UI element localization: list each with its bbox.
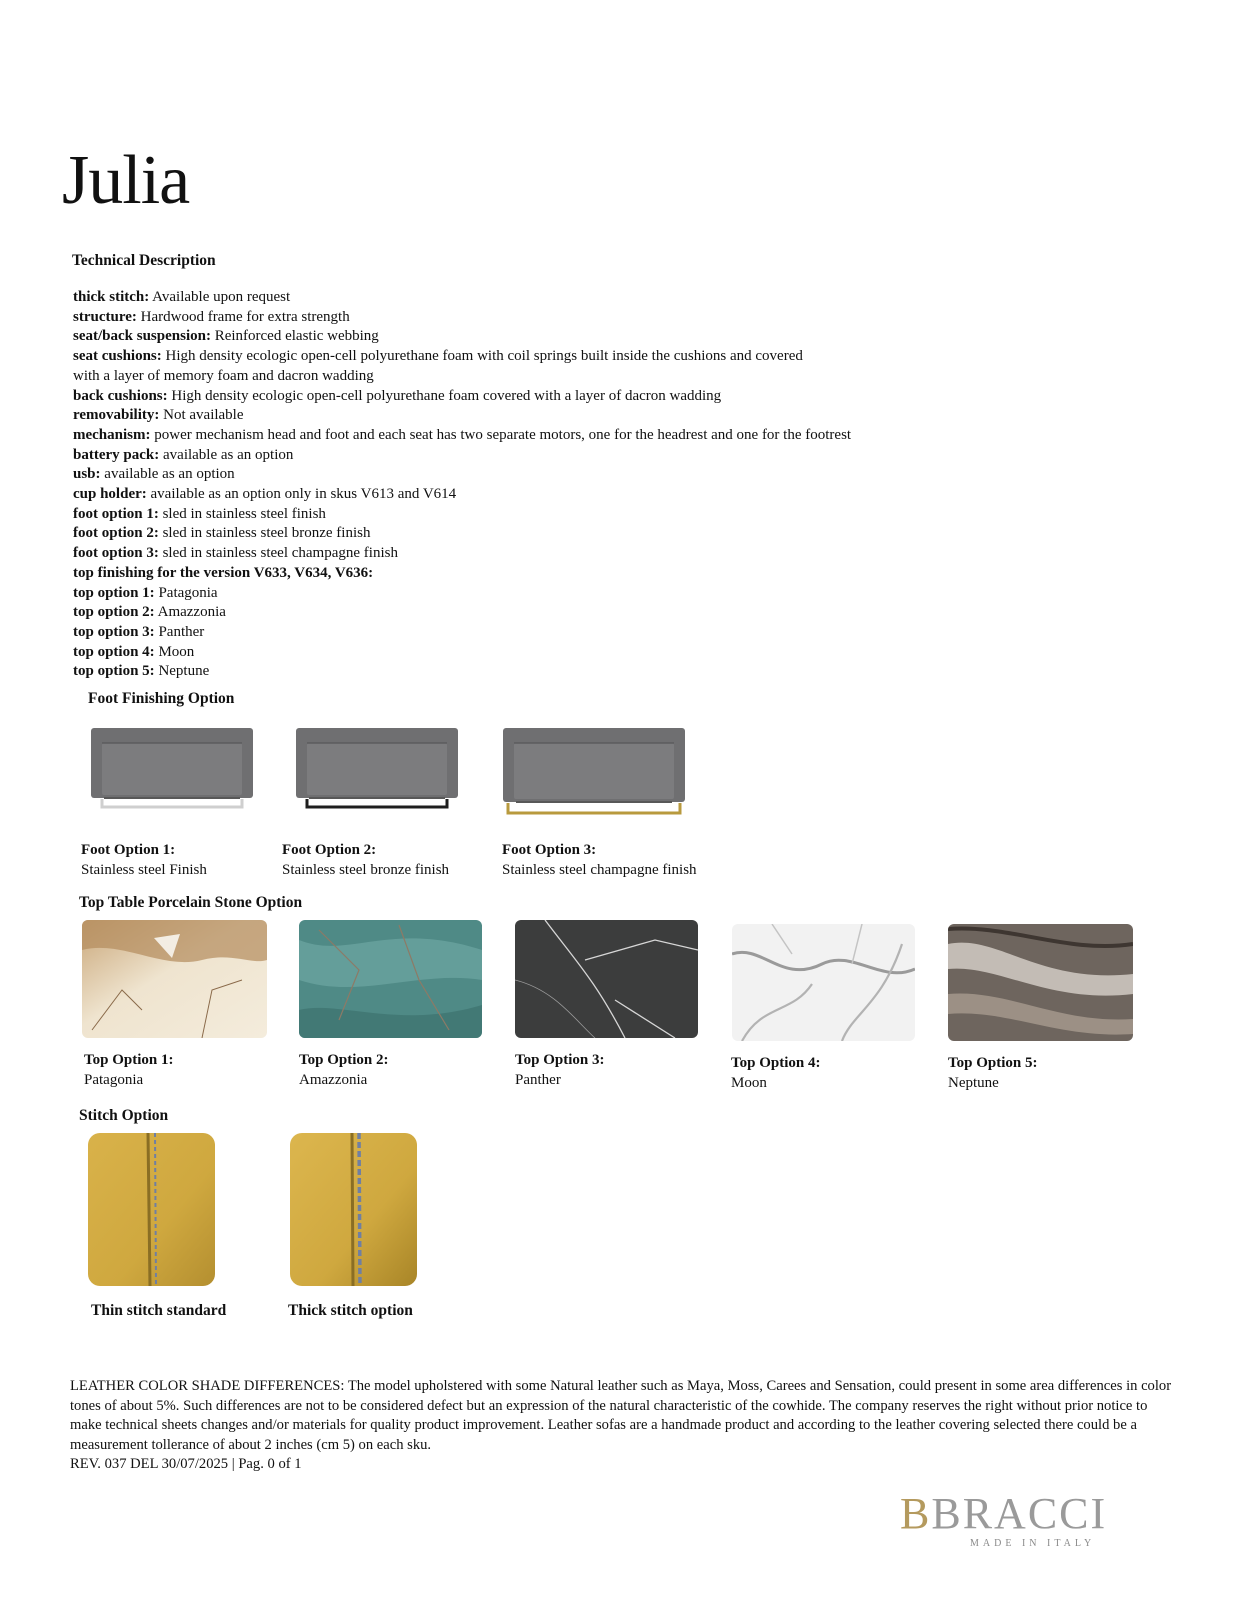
- logo-wordmark: [900, 1488, 1107, 1539]
- foot-option-1-caption: [81, 840, 207, 880]
- spec-label: cup holder:: [73, 486, 147, 503]
- logo-tagline: MADE IN ITALY: [970, 1538, 1096, 1549]
- spec-row: [73, 288, 1173, 308]
- spec-row: [73, 584, 1173, 604]
- top-option-desc: Patagonia: [84, 1072, 144, 1088]
- top-option-title: Top Option 1:: [84, 1052, 174, 1068]
- foot-finishing-heading: Foot Finishing Option: [88, 690, 235, 707]
- spec-row: [73, 623, 1173, 643]
- top-option-desc: Neptune: [948, 1075, 999, 1091]
- spec-value: High density ecologic open-cell polyurethane foam covered with a layer of dacron wadding: [167, 387, 722, 404]
- spec-label: back cushions:: [73, 387, 168, 404]
- foot-option-3-caption: [502, 840, 697, 880]
- top-option-1-swatch: [82, 920, 267, 1038]
- spec-value: with a layer of memory foam and dacron wadding: [73, 367, 374, 384]
- top-option-desc: Amazzonia: [299, 1072, 368, 1088]
- spec-label: foot option 1:: [73, 505, 159, 522]
- disclaimer-block: [70, 1377, 1180, 1475]
- top-option-desc: Moon: [731, 1075, 767, 1091]
- spec-row: [73, 643, 1173, 663]
- spec-label: top finishing for the version V633, V634, V636:: [73, 564, 374, 581]
- sled-foot: [508, 803, 680, 813]
- spec-label: foot option 3:: [73, 545, 159, 562]
- leather-disclaimer: LEATHER COLOR SHADE DIFFERENCES: The model upholstered with some Natural leather such as Maya, Moss, Carees and Sensation, could present in some area differences in color tones of about 5%. Such differences are not to be considered defect but an expression of the natural characteristic of the cowhide. The company reserves the right without prior notice to make technical sheets changes and/or materials for quality product improvement. Leather sofas are a handmade product and according to the leather covering selected there could be a measurement tollerance of about 2 inches (cm 5) on each sku.: [70, 1378, 1172, 1453]
- foot-option-2-image: [295, 727, 459, 818]
- foot-option-1-image: [90, 727, 254, 818]
- spec-value: Patagonia: [154, 584, 218, 601]
- top-option-4-caption: [731, 1053, 820, 1093]
- spec-row: [73, 446, 1173, 466]
- spec-label: seat cushions:: [73, 348, 162, 365]
- top-option-title: Top Option 3:: [515, 1052, 605, 1068]
- logo-word-rest: BRACCI: [931, 1489, 1108, 1538]
- foot-option-3-image: [502, 727, 686, 822]
- spec-row: [73, 367, 1173, 387]
- spec-label: top option 2:: [73, 604, 155, 621]
- spec-label: removability:: [73, 407, 160, 424]
- top-option-1-caption: [84, 1050, 173, 1090]
- page-title: Julia: [62, 142, 190, 219]
- spec-row: [73, 662, 1173, 682]
- spec-row: [73, 327, 1173, 347]
- foot-option-desc: Stainless steel Finish: [81, 862, 207, 878]
- top-option-5-caption: [948, 1053, 1037, 1093]
- top-option-2-caption: [299, 1050, 388, 1090]
- thick-stitch-label: Thick stitch option: [288, 1302, 413, 1319]
- spec-label: top option 5:: [73, 663, 155, 680]
- foot-option-title: Foot Option 2:: [282, 842, 377, 858]
- thin-stitch-label: Thin stitch standard: [91, 1302, 227, 1319]
- spec-value: Amazzonia: [154, 604, 226, 621]
- spec-value: available as an option: [100, 466, 235, 483]
- top-option-title: Top Option 2:: [299, 1052, 389, 1068]
- spec-value: High density ecologic open-cell polyurethane foam with coil springs built inside the cushions and covered: [161, 348, 803, 365]
- spec-label: foot option 2:: [73, 525, 159, 542]
- spec-row: [73, 505, 1173, 525]
- spec-row: [73, 524, 1173, 544]
- bracci-logo: [900, 1488, 1162, 1549]
- foot-option-2-caption: [282, 840, 449, 880]
- spec-row: [73, 544, 1173, 564]
- stitch-option-heading: Stitch Option: [79, 1107, 169, 1124]
- spec-value: Not available: [159, 407, 244, 424]
- spec-label: top option 1:: [73, 584, 155, 601]
- spec-row: [73, 564, 1173, 584]
- spec-row: [73, 347, 1173, 367]
- spec-value: available as an option: [159, 446, 294, 463]
- spec-row: [73, 485, 1173, 505]
- spec-label: top option 4:: [73, 643, 155, 660]
- top-table-heading: Top Table Porcelain Stone Option: [79, 894, 303, 911]
- top-option-3-caption: [515, 1050, 604, 1090]
- spec-label: usb:: [73, 466, 101, 483]
- spec-value: Available upon request: [149, 289, 291, 305]
- thin-stitch-swatch: [88, 1133, 215, 1286]
- spec-row: [73, 406, 1173, 426]
- foot-option-desc: Stainless steel champagne finish: [502, 862, 697, 878]
- spec-value: power mechanism head and foot and each seat has two separate motors, one for the headrest and one for the footrest: [150, 426, 852, 443]
- top-option-desc: Panther: [515, 1072, 561, 1088]
- spec-value: Reinforced elastic webbing: [210, 328, 379, 345]
- spec-row: [73, 387, 1173, 407]
- foot-option-desc: Stainless steel bronze finish: [282, 862, 450, 878]
- spec-row: [73, 465, 1173, 485]
- spec-label: battery pack:: [73, 446, 160, 463]
- sled-foot: [102, 799, 242, 807]
- spec-list: [73, 288, 1173, 682]
- technical-description-heading: Technical Description: [72, 252, 216, 269]
- spec-value: Neptune: [154, 663, 210, 680]
- spec-label: thick stitch:: [73, 289, 150, 305]
- logo-accent-letter: B: [900, 1489, 932, 1538]
- spec-label: top option 3:: [73, 623, 155, 640]
- spec-row: [73, 603, 1173, 623]
- spec-row: [73, 308, 1173, 328]
- spec-row: [73, 426, 1173, 446]
- spec-value: sled in stainless steel bronze finish: [158, 525, 371, 542]
- foot-option-title: Foot Option 3:: [502, 842, 597, 858]
- sled-foot: [307, 799, 447, 807]
- top-option-3-swatch: [515, 920, 698, 1038]
- spec-label: structure:: [73, 308, 137, 325]
- top-option-title: Top Option 5:: [948, 1055, 1038, 1071]
- spec-value: Panther: [154, 623, 205, 640]
- spec-value: available as an option only in skus V613 and V614: [146, 486, 457, 503]
- foot-option-title: Foot Option 1:: [81, 842, 176, 858]
- top-option-5-swatch: [948, 924, 1133, 1041]
- spec-value: sled in stainless steel champagne finish: [158, 545, 398, 562]
- top-option-4-swatch: [732, 924, 915, 1041]
- spec-value: Moon: [154, 643, 195, 660]
- spec-label: mechanism:: [73, 426, 151, 443]
- top-option-title: Top Option 4:: [731, 1055, 821, 1071]
- spec-value: sled in stainless steel finish: [158, 505, 326, 522]
- top-option-2-swatch: [299, 920, 482, 1038]
- revision-line: REV. 037 DEL 30/07/2025 | Pag. 0 of 1: [70, 1456, 302, 1473]
- spec-value: Hardwood frame for extra strength: [136, 308, 350, 325]
- thick-stitch-swatch: [290, 1133, 417, 1286]
- spec-label: seat/back suspension:: [73, 328, 211, 345]
